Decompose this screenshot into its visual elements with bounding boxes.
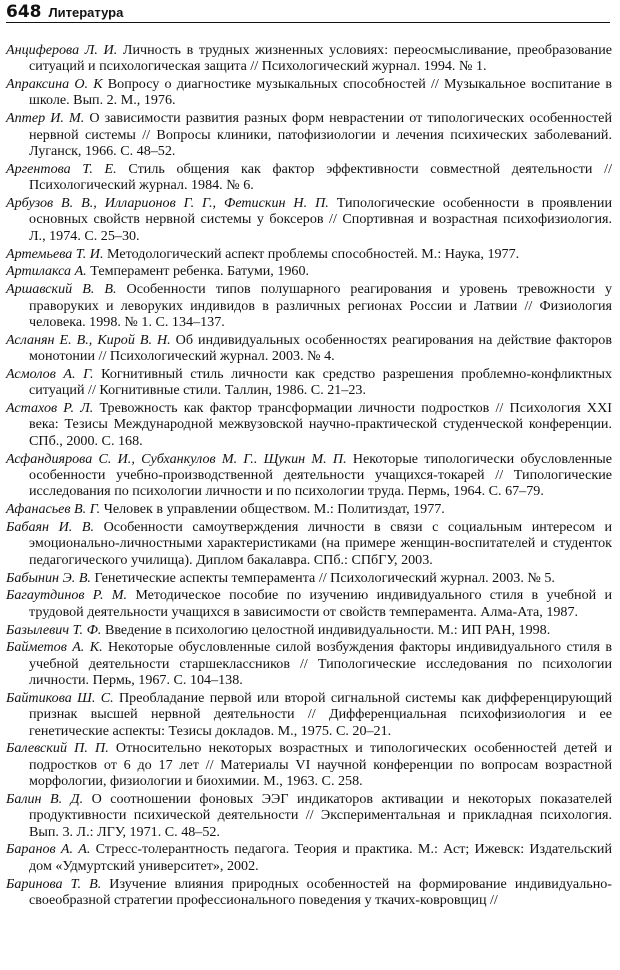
reference-text: Особенности типов полушарного реагирования и уровень тревожности у праворуких и леворуких индивидов в различных регионах России и Латвии // Физиология человека. 1998. № 1. С. 134–137. bbox=[29, 281, 612, 330]
reference-author: Багаутдинов Р. М. bbox=[6, 587, 128, 604]
reference-entry bbox=[6, 400, 612, 449]
reference-author: Анциферова Л. И. bbox=[6, 42, 118, 58]
reference-text: Стиль общения как фактор эффективности совместной деятельности // Психологический журнал. 1984. № 6. bbox=[29, 160, 612, 194]
reference-text: Введение в психологию целостной индивидуальности. М.: ИП РАН, 1998. bbox=[101, 621, 551, 638]
reference-author: Аргентова Т. Е. bbox=[6, 160, 117, 177]
reference-author: Асмолов А. Г. bbox=[6, 365, 94, 382]
reference-text: Тревожность как фактор трансформации личности подростков // Психология XXI века: Тезисы Международной межвузовской научно-практической студенческой конференции. СПб., 2000. С. 168. bbox=[29, 400, 612, 449]
reference-entry bbox=[6, 161, 612, 194]
reference-entry bbox=[6, 110, 612, 159]
reference-text: Некоторые типологически обусловленные особенности учебно-производственной деятельности учащихся-токарей // Типологические исследования по психологии личности и по психологии труда. Пермь, 1964. С. 67–79. bbox=[29, 450, 612, 500]
reference-entry bbox=[6, 740, 612, 789]
reference-text: Вопросу о диагностике музыкальных способностей // Музыкальное воспитание в школе. Вып. 2. М., 1976. bbox=[29, 76, 612, 109]
reference-author: Балин В. Д. bbox=[6, 790, 84, 807]
reference-text: Методическое пособие по изучению индивидуального стиля в учебной и трудовой деятельности учащихся в зависимости от свойств темперамента. Алма-Ата, 1987. bbox=[29, 587, 612, 620]
reference-text: Методологический аспект проблемы способностей. М.: Наука, 1977. bbox=[103, 245, 520, 262]
reference-author: Аптер И. М. bbox=[6, 110, 85, 127]
reference-text: О соотношении фоновых ЭЭГ индикаторов активации и некоторых показателей продуктивности психической деятельности // Экспериментальная и прикладная психология. Вып. 3. Л.: ЛГУ, 1971. С. 48–52. bbox=[29, 790, 612, 840]
reference-entry bbox=[6, 876, 612, 909]
reference-text: Человек в управлении обществом. М.: Политиздат, 1977. bbox=[100, 501, 445, 518]
reference-entry bbox=[6, 501, 612, 517]
reference-entry bbox=[6, 281, 612, 330]
reference-author: Арбузов В. В., Илларионов Г. Г., Фетискин Н. П. bbox=[6, 195, 329, 212]
reference-author: Аршавский В. В. bbox=[6, 281, 117, 298]
reference-text: Личность в трудных жизненных условиях: переосмысливание, преобразование ситуаций и психологическая защита // Психологический журнал. 1994. № 1. bbox=[29, 42, 612, 75]
reference-entry bbox=[6, 195, 612, 244]
reference-author: Апраксина О. К bbox=[6, 76, 103, 93]
reference-text: Генетические аспекты темперамента // Психологический журнал. 2003. № 5. bbox=[90, 569, 555, 586]
reference-text: Особенности самоутверждения личности в связи с социальным интересом и эмоционально-личностными характеристиками (на примере женщин-воспитателей и студенток педагогического училища). Диплом бакалавра. СПб.: СПбГУ, 2003. bbox=[29, 519, 612, 568]
reference-author: Байтикова Ш. С. bbox=[6, 689, 114, 706]
reference-entry bbox=[6, 366, 612, 399]
reference-author: Асфандиярова С. И., Субханкулов М. Г.. Щукин М. П. bbox=[6, 450, 347, 467]
reference-entry bbox=[6, 332, 612, 365]
reference-text: Относительно некоторых возрастных и типологических особенностей детей и подростков от 6 до 17 лет // Материалы VI научной конференции по вопросам возрастной морфологии, физиологии и биохимии. М., 1963. С. 258. bbox=[29, 740, 613, 790]
running-header bbox=[6, 0, 610, 23]
reference-entry bbox=[6, 451, 612, 500]
reference-author: Бабынин Э. В. bbox=[6, 569, 91, 586]
reference-author: Асланян Е. В., Кирой В. Н. bbox=[6, 331, 171, 348]
reference-entry bbox=[6, 519, 612, 568]
reference-text: О зависимости развития разных форм неврастении от типологических особенностей нервной системы // Вопросы клиники, патофизиологии и лечения психических заболеваний. Луганск, 1966. С. 48–52. bbox=[29, 110, 612, 159]
reference-entry bbox=[6, 791, 612, 840]
reference-author: Астахов Р. Л. bbox=[6, 400, 94, 417]
reference-text: Темперамент ребенка. Батуми, 1960. bbox=[86, 263, 310, 280]
reference-author: Байметов А. К. bbox=[6, 639, 103, 656]
page-number: 648 bbox=[6, 2, 42, 22]
reference-entry bbox=[6, 42, 612, 75]
reference-author: Артемьева Т. И. bbox=[6, 245, 104, 262]
reference-entry bbox=[6, 587, 612, 620]
running-title: Литература bbox=[48, 5, 124, 20]
reference-author: Баранов А. А. bbox=[6, 841, 91, 858]
reference-author: Баринова Т. В. bbox=[6, 875, 102, 892]
reference-text: Изучение влияния природных особенностей на формирование индивидуально-своеобразной стратегии профессионального поведения у ткачих-ковровщиц // bbox=[29, 875, 612, 908]
reference-entry bbox=[6, 246, 612, 262]
reference-author: Афанасьев В. Г. bbox=[6, 501, 101, 518]
reference-entry bbox=[6, 639, 612, 688]
reference-text: Стресс-толерантность педагога. Теория и практика. М.: Аст; Ижевск: Издательский дом «Удмуртский университет», 2002. bbox=[29, 841, 612, 874]
reference-text: Некоторые обусловленные силой возбуждения факторы индивидуального стиля в учебной деятельности старшеклассников // Типологические исследования по психологии личности. Пермь, 1967. С. 104–138. bbox=[29, 639, 612, 689]
reference-entry bbox=[6, 622, 612, 638]
reference-author: Артилакса А. bbox=[6, 263, 87, 280]
reference-text: Когнитивный стиль личности как средство разрешения проблемно-конфликтных ситуаций // Когнитивные стили. Таллин, 1986. С. 21–23. bbox=[29, 365, 613, 399]
reference-entry bbox=[6, 76, 612, 109]
reference-entry bbox=[6, 263, 612, 279]
reference-entry bbox=[6, 570, 612, 586]
reference-entry bbox=[6, 690, 612, 739]
reference-author: Базылевич Т. Ф. bbox=[6, 621, 102, 638]
reference-author: Балевский П. П. bbox=[6, 740, 109, 757]
reference-list bbox=[6, 42, 612, 910]
reference-text: Типологические особенности в проявлении основных свойств нервной системы у боксеров // Спортивная и возрастная психофизиология. Л., 1974. С. 25–30. bbox=[29, 195, 612, 244]
reference-text: Преобладание первой или второй сигнальной системы как дифференцирующий признак высшей нервной деятельности // Дифференциальная психофизиология и ее генетические аспекты: Тезисы докладов. М., 1975. С. 20–21. bbox=[29, 689, 612, 739]
reference-text: Об индивидуальных особенностях реагирования на действие факторов монотонии // Психологический журнал. 2003. № 4. bbox=[29, 331, 612, 365]
reference-author: Бабаян И. В. bbox=[6, 519, 95, 536]
reference-entry bbox=[6, 841, 612, 874]
